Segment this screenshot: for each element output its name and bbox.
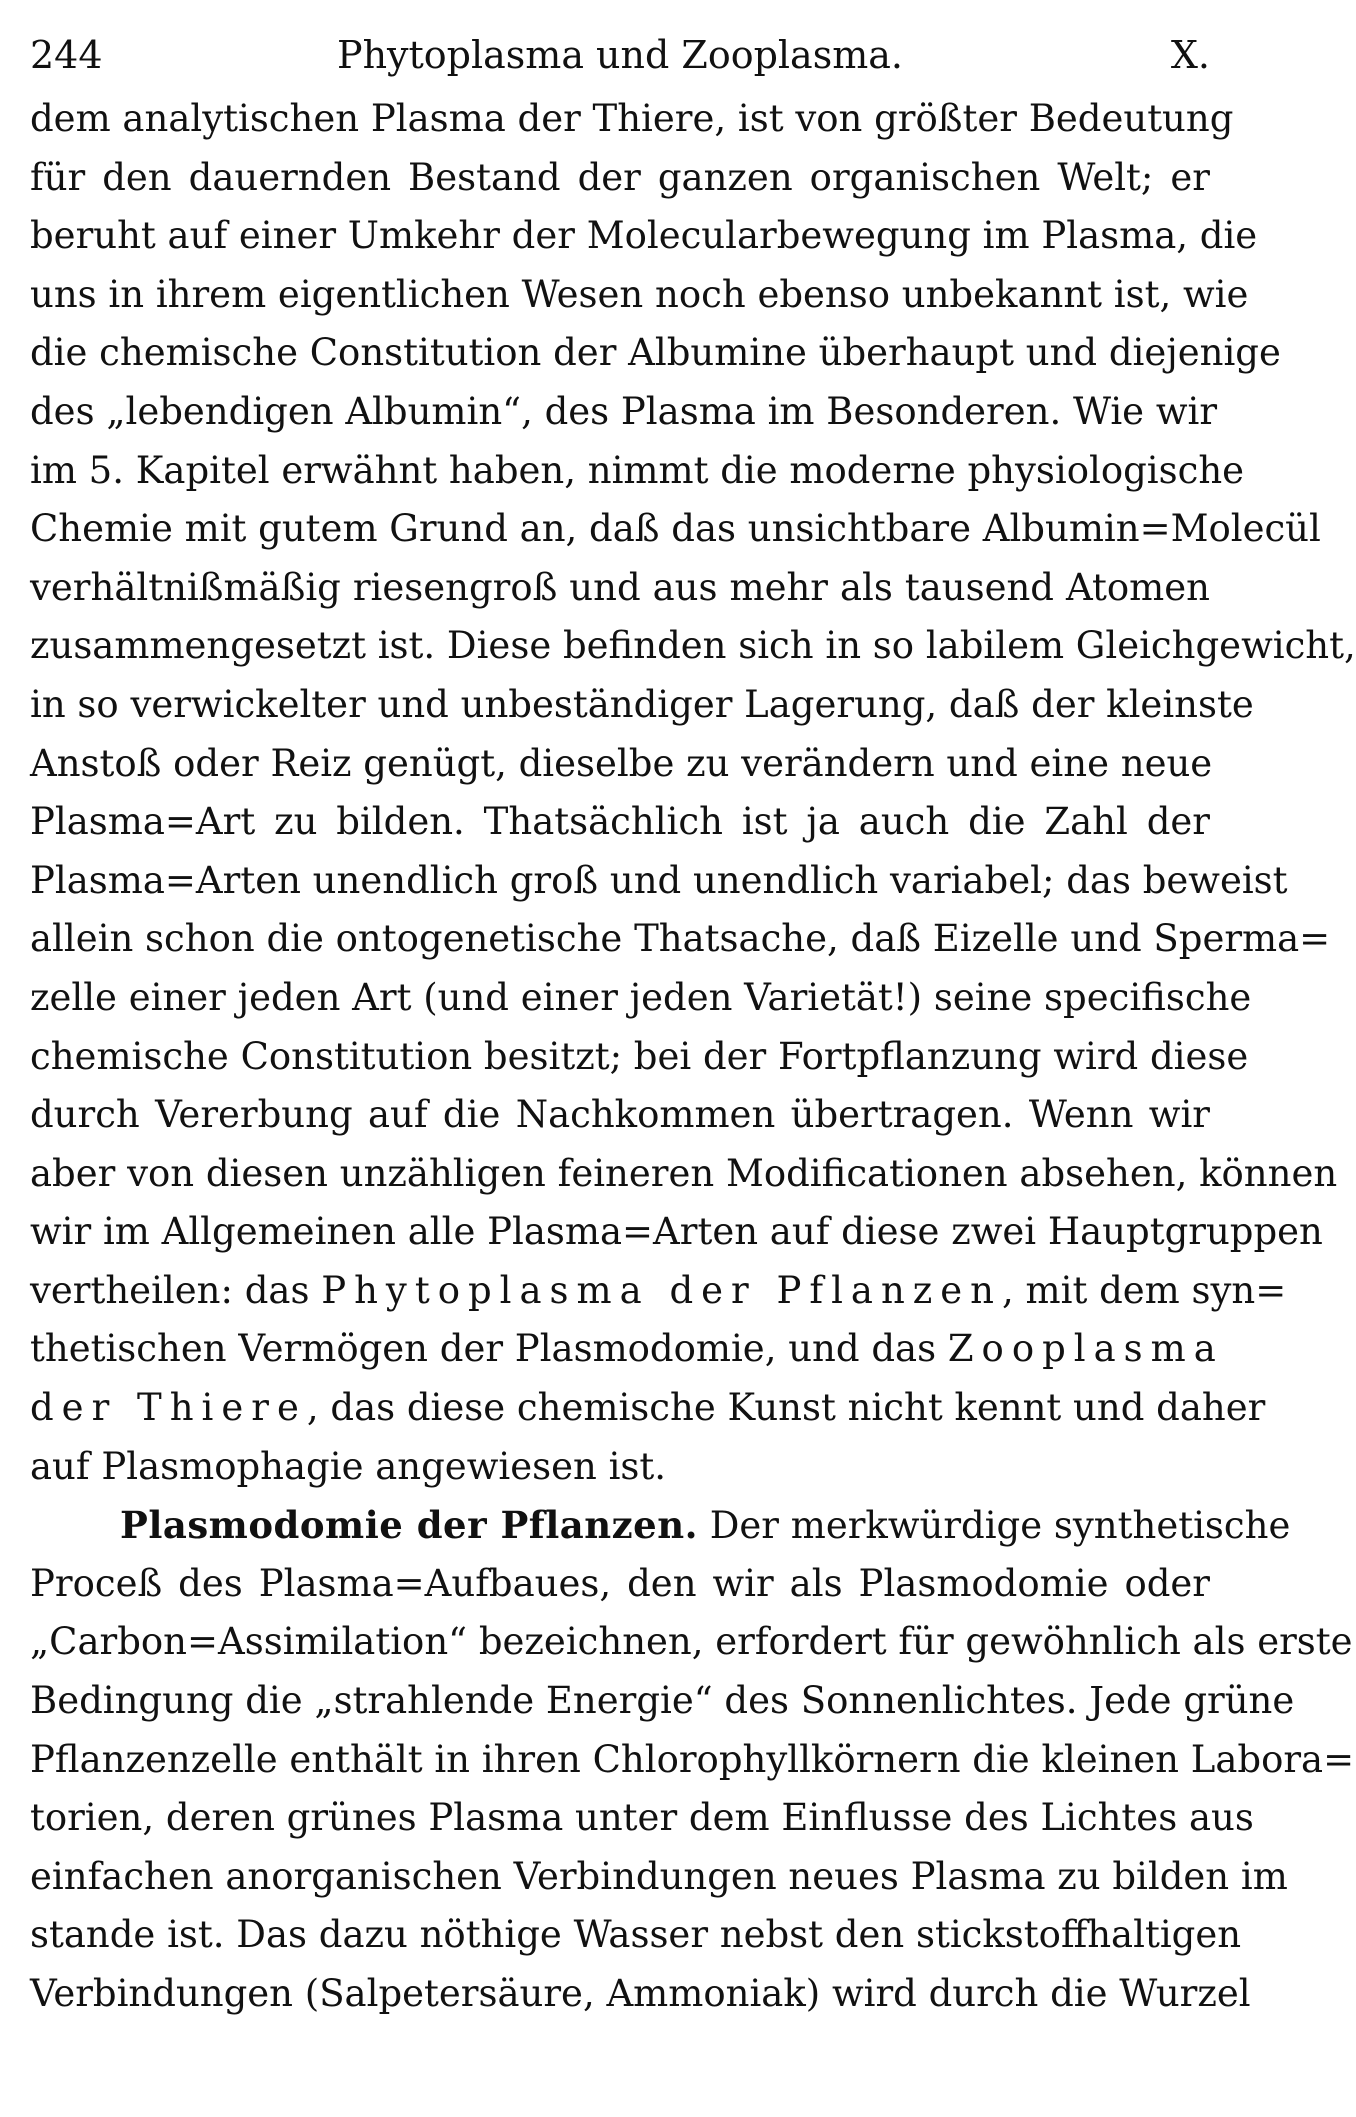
book-page — [30, 20, 1356, 2100]
text-line — [30, 1262, 1287, 1321]
text-line: Bedingung die „strahlende Energie“ des Sonnenlichtes. Jede grüne — [30, 1679, 1295, 1723]
text-line: Chemie mit gutem Grund an, daß das unsichtbare Albumin=Molecül — [30, 507, 1321, 551]
text-line: Verbindungen (Salpetersäure, Ammoniak) wird durch die Wurzel — [30, 1972, 1251, 2015]
text-line: wir im Allgemeinen alle Plasma=Arten auf diese zwei Hauptgruppen — [30, 1210, 1323, 1254]
text-line: Proceß des Plasma=Aufbaues, den wir als Plasmodomie oder — [30, 1561, 1210, 1605]
text-line: zelle einer jeden Art (und einer jeden Varietät!) seine specifische — [30, 975, 1252, 1019]
text-line: durch Vererbung auf die Nachkommen übertragen. Wenn wir — [30, 1093, 1210, 1137]
text-line: „Carbon=Assimilation“ bezeichnen, erfordert für gewöhnlich als erste — [30, 1620, 1353, 1664]
text-line: des „lebendigen Albumin“, des Plasma im Besonderen. Wie wir — [30, 389, 1218, 433]
text-fragment: thetischen Vermögen der Plasmodomie, und das — [30, 1327, 937, 1371]
text-line: verhältnißmäßig riesengroß und aus mehr als tausend Atomen — [30, 565, 1210, 609]
text-fragment: vertheilen: das — [30, 1268, 310, 1312]
text-line: einfachen anorganischen Verbindungen neues Plasma zu bilden im — [30, 1854, 1288, 1898]
text-fragment: , mit dem syn= — [1002, 1268, 1287, 1312]
text-line: torien, deren grünes Plasma unter dem Einflusse des Lichtes aus — [30, 1796, 1254, 1840]
text-line: beruht auf einer Umkehr der Molecularbewegung im Plasma, die — [30, 214, 1258, 258]
text-fragment: , das diese chemische Kunst nicht kennt und daher — [306, 1386, 1266, 1430]
text-line: Plasma=Art zu bilden. Thatsächlich ist ja auch die Zahl der — [30, 800, 1210, 844]
text-line: in so verwickelter und unbeständiger Lagerung, daß der kleinste — [30, 682, 1254, 726]
emphasis-zooplasma: Zooplasma — [947, 1327, 1224, 1371]
text-line: Plasma=Arten unendlich groß und unendlich variabel; das beweist — [30, 858, 1288, 902]
page-number: 244 — [30, 33, 103, 77]
text-line: im 5. Kapitel erwähnt haben, nimmt die moderne physiologische — [30, 448, 1245, 492]
emphasis-phytoplasma: Phytoplasma der Pflanzen — [321, 1268, 1003, 1312]
section-heading: Plasmodomie der Pflanzen. — [120, 1503, 698, 1548]
text-line: stande ist. Das dazu nöthige Wasser nebst den stickstoffhaltigen — [30, 1913, 1242, 1957]
text-line: Pflanzenzelle enthält in ihren Chlorophyllkörnern die kleinen Labora= — [30, 1737, 1355, 1781]
body-text — [30, 90, 1356, 2024]
text-line — [30, 1379, 1266, 1438]
text-line: zusammengesetzt ist. Diese befinden sich in so labilem Gleichgewicht, — [30, 624, 1356, 668]
text-fragment: Der merkwürdige synthetische — [709, 1504, 1291, 1548]
text-line: uns in ihrem eigentlichen Wesen noch ebenso unbekannt ist, wie — [30, 272, 1249, 316]
text-line: Anstoß oder Reiz genügt, dieselbe zu verändern und eine neue — [30, 741, 1213, 785]
text-line — [30, 1320, 1224, 1379]
page-header — [30, 20, 1210, 90]
text-line: chemische Constitution besitzt; bei der Fortpflanzung wird diese — [30, 1034, 1249, 1078]
text-line: für den dauernden Bestand der ganzen organischen Welt; er — [30, 155, 1210, 199]
text-line: aber von diesen unzähligen feineren Modificationen absehen, können — [30, 1151, 1338, 1195]
text-line: die chemische Constitution der Albumine überhaupt und diejenige — [30, 331, 1281, 375]
text-line: dem analytischen Plasma der Thiere, ist von größter Bedeutung — [30, 97, 1234, 140]
text-line: allein schon die ontogenetische Thatsache, daß Eizelle und Sperma= — [30, 917, 1331, 961]
section-first-line — [30, 1496, 1291, 1555]
running-title: Phytoplasma und Zooplasma. — [337, 33, 903, 77]
chapter-number: X. — [1170, 33, 1210, 77]
emphasis-der-thiere: der Thiere — [30, 1386, 307, 1430]
text-line: auf Plasmophagie angewiesen ist. — [30, 1444, 667, 1488]
